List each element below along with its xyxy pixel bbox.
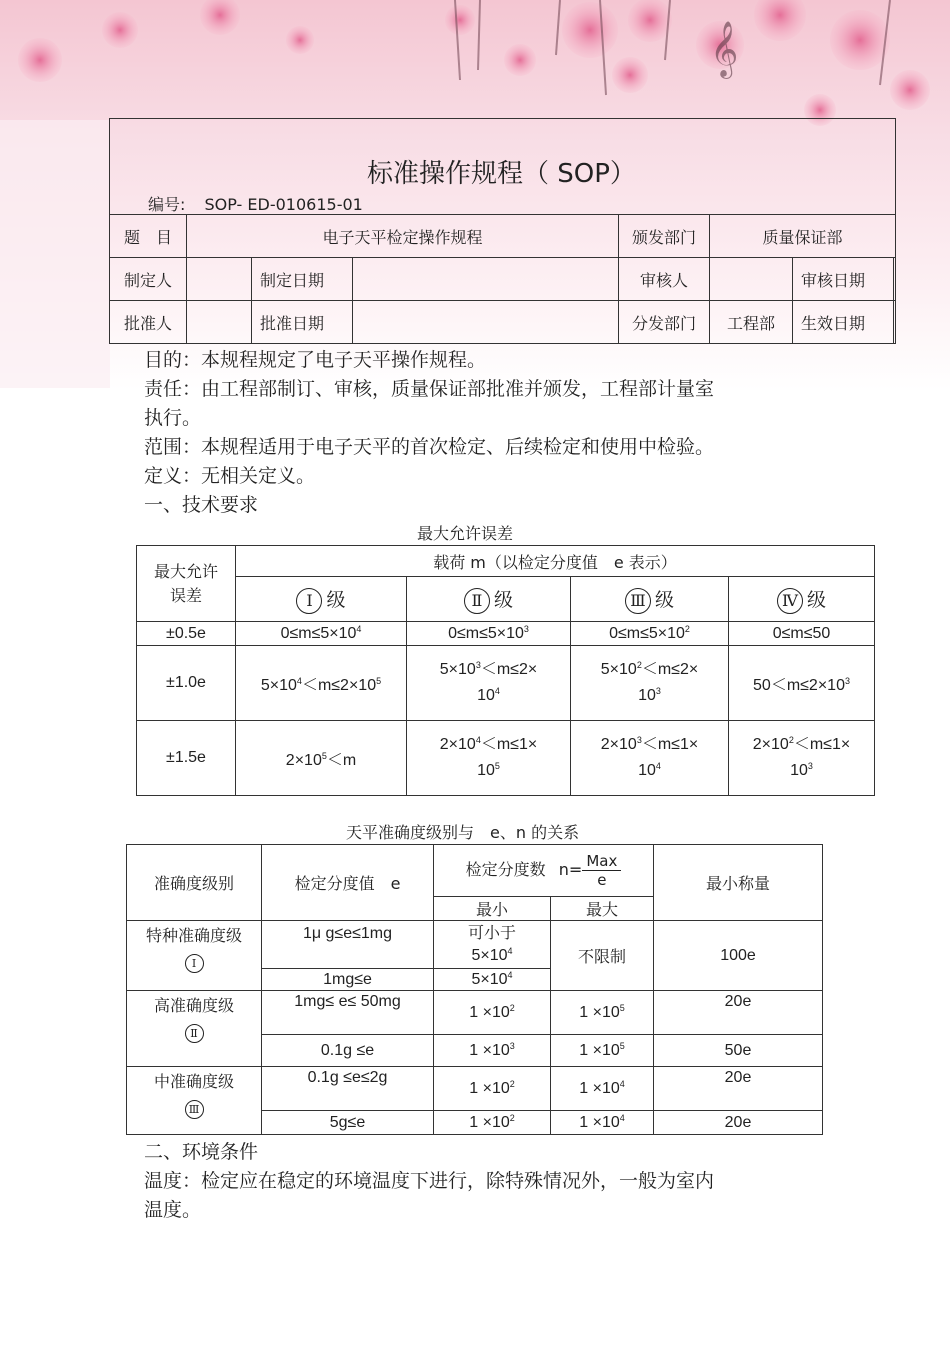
issuing-dept-label: 颁发部门 [619,215,710,258]
col-min-load: 最小称量 [654,845,823,921]
min-load-cell: 100e [654,921,823,991]
distribution-label: 分发部门 [619,301,710,344]
section-technical-requirements: 一、技术要求 [144,494,259,516]
col-max: 最大 [551,897,654,921]
effective-date-value [894,301,896,344]
range-cell: $5\times 10^4<m\le 2\times 10^5$ [236,646,407,721]
purpose-text: 目的：本规程规定了电子天平操作规程。 [144,349,487,371]
approve-date-label: 批准日期 [252,301,353,344]
grade-medium: 中准确度级 Ⅲ [127,1067,262,1135]
effective-date-label: 生效日期 [793,301,894,344]
col-verification-count: 检定分度数 n= $\frac{\text{Max}}{e}$ [434,845,654,897]
col-verification-interval: 检定分度值 e [262,845,434,921]
col-grade: 准确度级别 [127,845,262,921]
count-min-cell: $1 \times 10^2$ [434,991,551,1035]
grade-high: 高准确度级 Ⅱ [127,991,262,1067]
class-2-header: Ⅱ 级 [407,577,571,622]
min-load-cell: 20e [654,1111,823,1135]
topic-value: 电子天平检定操作规程 [187,215,619,258]
col-min: 最小 [434,897,551,921]
interval-cell: 1mg≤e [262,969,434,991]
definition-text: 定义：无相关定义。 [144,465,316,487]
make-date-value [353,258,619,301]
range-cell: $0\le m\le 5\times 10^2$ [571,622,729,646]
svg-text:𝄞: 𝄞 [710,21,739,77]
mpe-value: ±0.5e [137,622,236,646]
count-max-cell: $1 \times 10^5$ [551,1035,654,1067]
temperature-text-line2: 温度。 [144,1199,202,1221]
count-min-cell: $1 \times 10^2$ [434,1111,551,1135]
review-date-value [894,258,896,301]
interval-cell: 0.1g ≤e [262,1035,434,1067]
title-cell [110,119,896,215]
count-max-cell: $1 \times 10^5$ [551,991,654,1035]
scope-text: 范围：本规程适用于电子天平的首次检定、后续检定和使用中检验。 [144,436,715,458]
mpe-table [136,545,875,796]
interval-cell: 0.1g ≤e≤2g [262,1067,434,1111]
range-cell: $0\le m\le 5\times 10^4$ [236,622,407,646]
class-1-header: Ⅰ 级 [236,577,407,622]
maker-label: 制定人 [110,258,187,301]
table1-caption: 最大允许误差 [417,524,514,543]
min-load-cell: 20e [654,1067,823,1111]
range-cell: $5\times 10^2<m\le 2\times$ $10^3$ [571,646,729,721]
class-3-header: Ⅲ 级 [571,577,729,622]
responsibility-text-line1: 责任：由工程部制订、审核，质量保证部批准并颁发，工程部计量室 [144,378,715,400]
class-4-header: Ⅳ 级 [729,577,875,622]
mpe-value: ±1.5e [137,721,236,796]
mpe-header: 最大允许 误差 [137,546,236,622]
code-label: 编号: [148,195,186,214]
range-cell: $5\times 10^3<m\le 2\times$ $10^4$ [407,646,571,721]
approver-label: 批准人 [110,301,187,344]
range-cell: $0\le m\le 5\times 10^3$ [407,622,571,646]
grade-special: 特种准确度级 Ⅰ [127,921,262,991]
mpe-value: ±1.0e [137,646,236,721]
range-cell: 0≤m≤50 [729,622,875,646]
distribution-value: 工程部 [710,301,793,344]
max-over-e-fraction: $\frac{\text{Max}}{e}$ [582,852,621,889]
range-cell: $50<m\le 2\times 10^3$ [729,646,875,721]
range-cell: $2\times 10^3<m\le 1\times$ $10^4$ [571,721,729,796]
interval-cell: 1mg≤ e≤ 50mg [262,991,434,1035]
interval-cell: 5g≤e [262,1111,434,1135]
maker-value [187,258,252,301]
min-load-cell: 50e [654,1035,823,1067]
review-date-label: 审核日期 [793,258,894,301]
make-date-label: 制定日期 [252,258,353,301]
count-max-cell: $1 \times 10^4$ [551,1067,654,1111]
approver-value [187,301,252,344]
min-load-cell: 20e [654,991,823,1035]
accuracy-class-table [126,844,823,1135]
code-value: SOP- ED-010615-01 [204,195,363,214]
page-title: 标准操作规程（ SOP） [367,159,636,189]
count-min-cell: $1 \times 10^3$ [434,1035,551,1067]
count-max-cell: 不限制 [551,921,654,991]
range-cell: $2\times 10^5<m$ [236,721,407,796]
reviewer-label: 审核人 [619,258,710,301]
temperature-text-line1: 温度：检定应在稳定的环境温度下进行，除特殊情况外，一般为室内 [144,1170,715,1192]
issuing-dept-value: 质量保证部 [710,215,896,258]
count-min-cell: $1 \times 10^2$ [434,1067,551,1111]
responsibility-text-line2: 执行。 [144,407,202,429]
range-cell: $2\times 10^4<m\le 1\times$ $10^5$ [407,721,571,796]
header-table [109,118,896,344]
load-header: 载荷 m（以检定分度值 e 表示） [236,546,875,577]
section-environment: 二、环境条件 [144,1141,259,1163]
topic-label: 题 目 [110,215,187,258]
count-max-cell: $1 \times 10^4$ [551,1111,654,1135]
approve-date-value [353,301,619,344]
interval-cell: 1μ g≤e≤1mg [262,921,434,969]
count-min-cell: $5\times 10^4$ [434,969,551,991]
table2-caption: 天平准确度级别与 e、n 的关系 [346,823,580,842]
range-cell: $2\times 10^2<m\le 1\times$ $10^3$ [729,721,875,796]
reviewer-value [710,258,793,301]
count-min-cell: 可小于 $5\times 10^4$ [434,921,551,969]
